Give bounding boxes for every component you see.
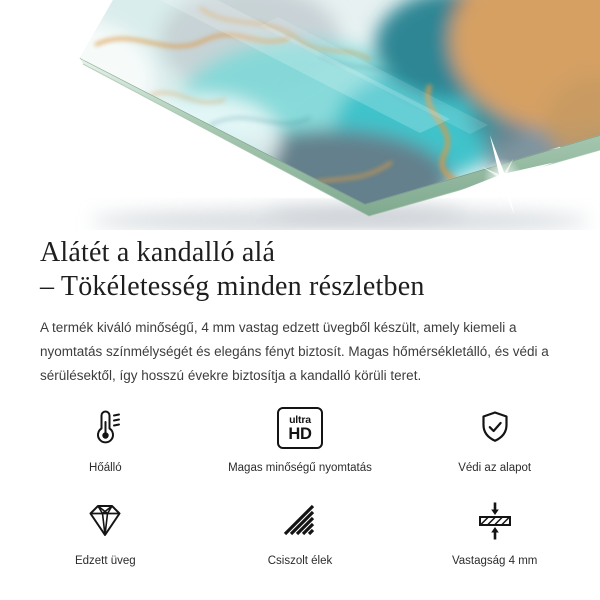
feature-label: Hőálló [89, 462, 122, 474]
thermometer-icon [85, 405, 125, 451]
feature-label: Csiszolt élek [267, 555, 333, 567]
diamond-icon [85, 498, 125, 544]
features-grid [0, 405, 600, 567]
page-title [40, 236, 560, 304]
feature-tempered-glass [8, 498, 203, 567]
feature-base-protection [397, 405, 592, 474]
ultra-hd-icon-text-bottom: HD [288, 424, 312, 443]
ultra-hd-icon-text-top: ultra [289, 413, 311, 426]
panel-shadow [90, 205, 590, 230]
shield-check-icon [475, 405, 515, 451]
feature-print-quality [203, 405, 398, 474]
title-line-1: Alátét a kandalló alá [40, 237, 276, 268]
title-line-2: – Tökéletesség minden részletben [40, 271, 425, 302]
product-image [0, 0, 600, 230]
polished-edges-icon [281, 498, 319, 544]
feature-label: Védi az alapot [458, 462, 532, 474]
feature-label: Edzett üveg [74, 555, 136, 567]
feature-polished-edges [203, 498, 398, 567]
feature-thickness [397, 498, 592, 567]
feature-heat-resistant [8, 405, 203, 474]
thickness-icon [475, 498, 515, 544]
ultra-hd-icon [277, 407, 323, 449]
content-section [0, 236, 600, 567]
glass-panel-artwork [0, 0, 600, 230]
product-description: A termék kiváló minőségű, 4 mm vastag edzett üvegből készült, amely kiemeli a nyomtatás színmélységét és elegáns fényt biztosít. Magas hőmérsékletálló, és védi a sérülésektől, így hosszú évekre biztosítja a kandalló körüli teret. [40, 320, 549, 383]
feature-label: Magas minőségű nyomtatás [228, 462, 372, 474]
feature-label: Vastagság 4 mm [451, 555, 538, 567]
